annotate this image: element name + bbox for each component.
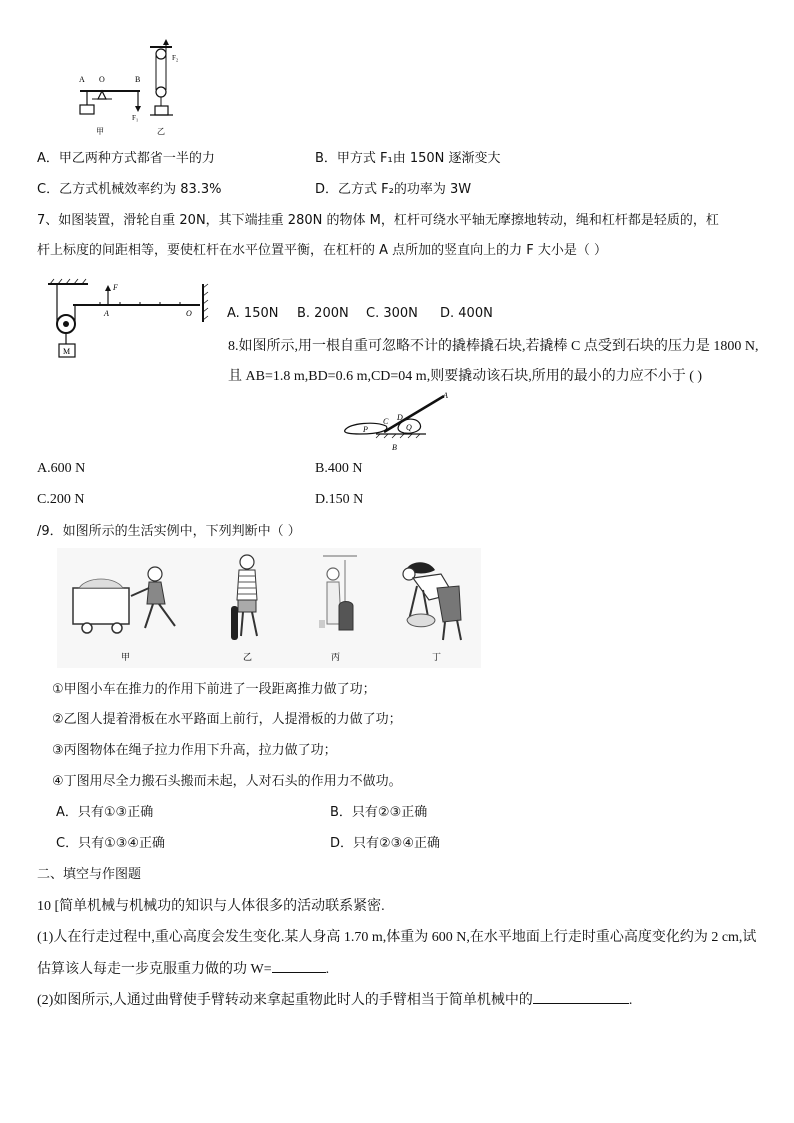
q9-caption-bing: 丙 xyxy=(331,652,341,662)
q8-label-q: Q xyxy=(406,423,412,432)
q7-stem-line-1: 7、如图装置，滑轮自重 20N，其下端挂重 280N 的物体 M，杠杆可绕水平轴无摩擦地转动，绳和杠杆都是轻质的，杠 xyxy=(37,213,719,228)
answer-blank-work[interactable] xyxy=(272,960,326,973)
q7-stem-line-2: 杆上标度的间距相等，要使杠杆在水平位置平衡，在杠杆的 A 点所加的竖直向上的力 F 大小是（ ） xyxy=(37,243,608,258)
q10-part1-text: 估算该人每走一步克服重力做的功 W= xyxy=(37,962,272,977)
q8-option-b: B.400 N xyxy=(315,461,363,476)
q7-option-c: C. 300N xyxy=(366,306,418,321)
q9-statement-1: ①甲图小车在推力的作用下前进了一段距离推力做了功； xyxy=(52,682,376,697)
q8-stem-line-2: 且 AB=1.8 m,BD=0.6 m,CD=04 m,则要撬动该石块,所用的最小的力应不小于 ( ) xyxy=(228,369,703,384)
q8-option-c: C.200 N xyxy=(37,492,85,507)
q8-option-a: A.600 N xyxy=(37,461,86,476)
q8-label-d: D xyxy=(397,413,403,422)
q7-figure xyxy=(40,278,215,366)
q9-statement-3: ③丙图物体在绳子拉力作用下升高，拉力做了功； xyxy=(52,743,337,758)
q7-option-d: D. 400N xyxy=(440,306,493,321)
lever-label-o: O xyxy=(99,75,105,84)
force-label-f2: F₂ xyxy=(172,54,179,62)
q10-part2 xyxy=(37,991,632,1010)
q8-label-p: P xyxy=(363,425,368,434)
lever-label-a: A xyxy=(79,75,85,84)
q10-part2-end: . xyxy=(628,993,633,1008)
q9-option-c: C．只有①③④正确 xyxy=(56,836,166,851)
q6-option-c: C．乙方式机械效率约为 83.3% xyxy=(37,182,222,197)
q7-label-o: O xyxy=(186,309,192,318)
lever-label-b: B xyxy=(135,75,141,84)
q10-part1-line-2 xyxy=(37,960,329,979)
caption-yi: 乙 xyxy=(157,127,165,136)
q9-option-a: A．只有①③正确 xyxy=(56,805,154,820)
q9-stem: /9．如图所示的生活实例中，下列判断中（ ） xyxy=(37,524,301,539)
q9-option-b: B．只有②③正确 xyxy=(330,805,428,820)
q10-part1-end: . xyxy=(325,962,330,977)
q7-label-m: M xyxy=(63,347,71,356)
q10-part2-text: (2)如图所示,人通过曲臂使手臂转动来拿起重物此时人的手臂相当于简单机械中的 xyxy=(37,993,533,1008)
q10-part1-line-1: (1)人在行走过程中,重心高度会发生变化.某人身高 1.70 m,体重为 600 N,在水平地面上行走时重心高度变化约为 2 cm,试 xyxy=(37,930,757,945)
q8-label-b: B xyxy=(392,443,397,452)
q8-figure xyxy=(340,390,455,454)
q7-label-a: A xyxy=(104,309,109,318)
q8-label-c: C xyxy=(383,417,389,426)
q7-label-f: F xyxy=(113,283,118,292)
q8-option-d: D.150 N xyxy=(315,492,364,507)
caption-jia: 甲 xyxy=(96,127,104,136)
q9-illustration xyxy=(57,548,481,668)
q6-figure xyxy=(70,42,200,140)
q6-option-b: B．甲方式 F₁由 150N 逐渐变大 xyxy=(315,151,501,166)
q9-caption-jia: 甲 xyxy=(121,652,131,662)
q6-option-a: A．甲乙两种方式都省一半的力 xyxy=(37,151,215,166)
q9-option-d: D．只有②③④正确 xyxy=(330,836,440,851)
q10-stem: 10 [简单机械与机械功的知识与人体很多的活动联系紧密. xyxy=(37,899,385,914)
q9-statement-2: ②乙图人提着滑板在水平路面上前行，人提滑板的力做了功； xyxy=(52,712,402,727)
section-title: 二、填空与作图题 xyxy=(37,867,142,882)
q9-caption-ding: 丁 xyxy=(432,652,442,662)
q6-option-d: D．乙方式 F₂的功率为 3W xyxy=(315,182,472,197)
q8-stem-line-1: 8.如图所示,用一根自重可忽略不计的撬棒撬石块,若撬棒 C 点受到石块的压力是 1800 N, xyxy=(228,339,759,354)
q9-caption-yi: 乙 xyxy=(243,652,253,662)
q7-option-a: A. 150N xyxy=(227,306,279,321)
q9-statement-4: ④丁图用尽全力搬石头搬而未起，人对石头的作用力不做功。 xyxy=(52,774,402,789)
q8-label-a: A xyxy=(443,391,448,400)
force-label-f1: F₁ xyxy=(132,114,139,122)
answer-blank-machine[interactable] xyxy=(533,991,629,1004)
q7-option-b: B. 200N xyxy=(297,306,349,321)
